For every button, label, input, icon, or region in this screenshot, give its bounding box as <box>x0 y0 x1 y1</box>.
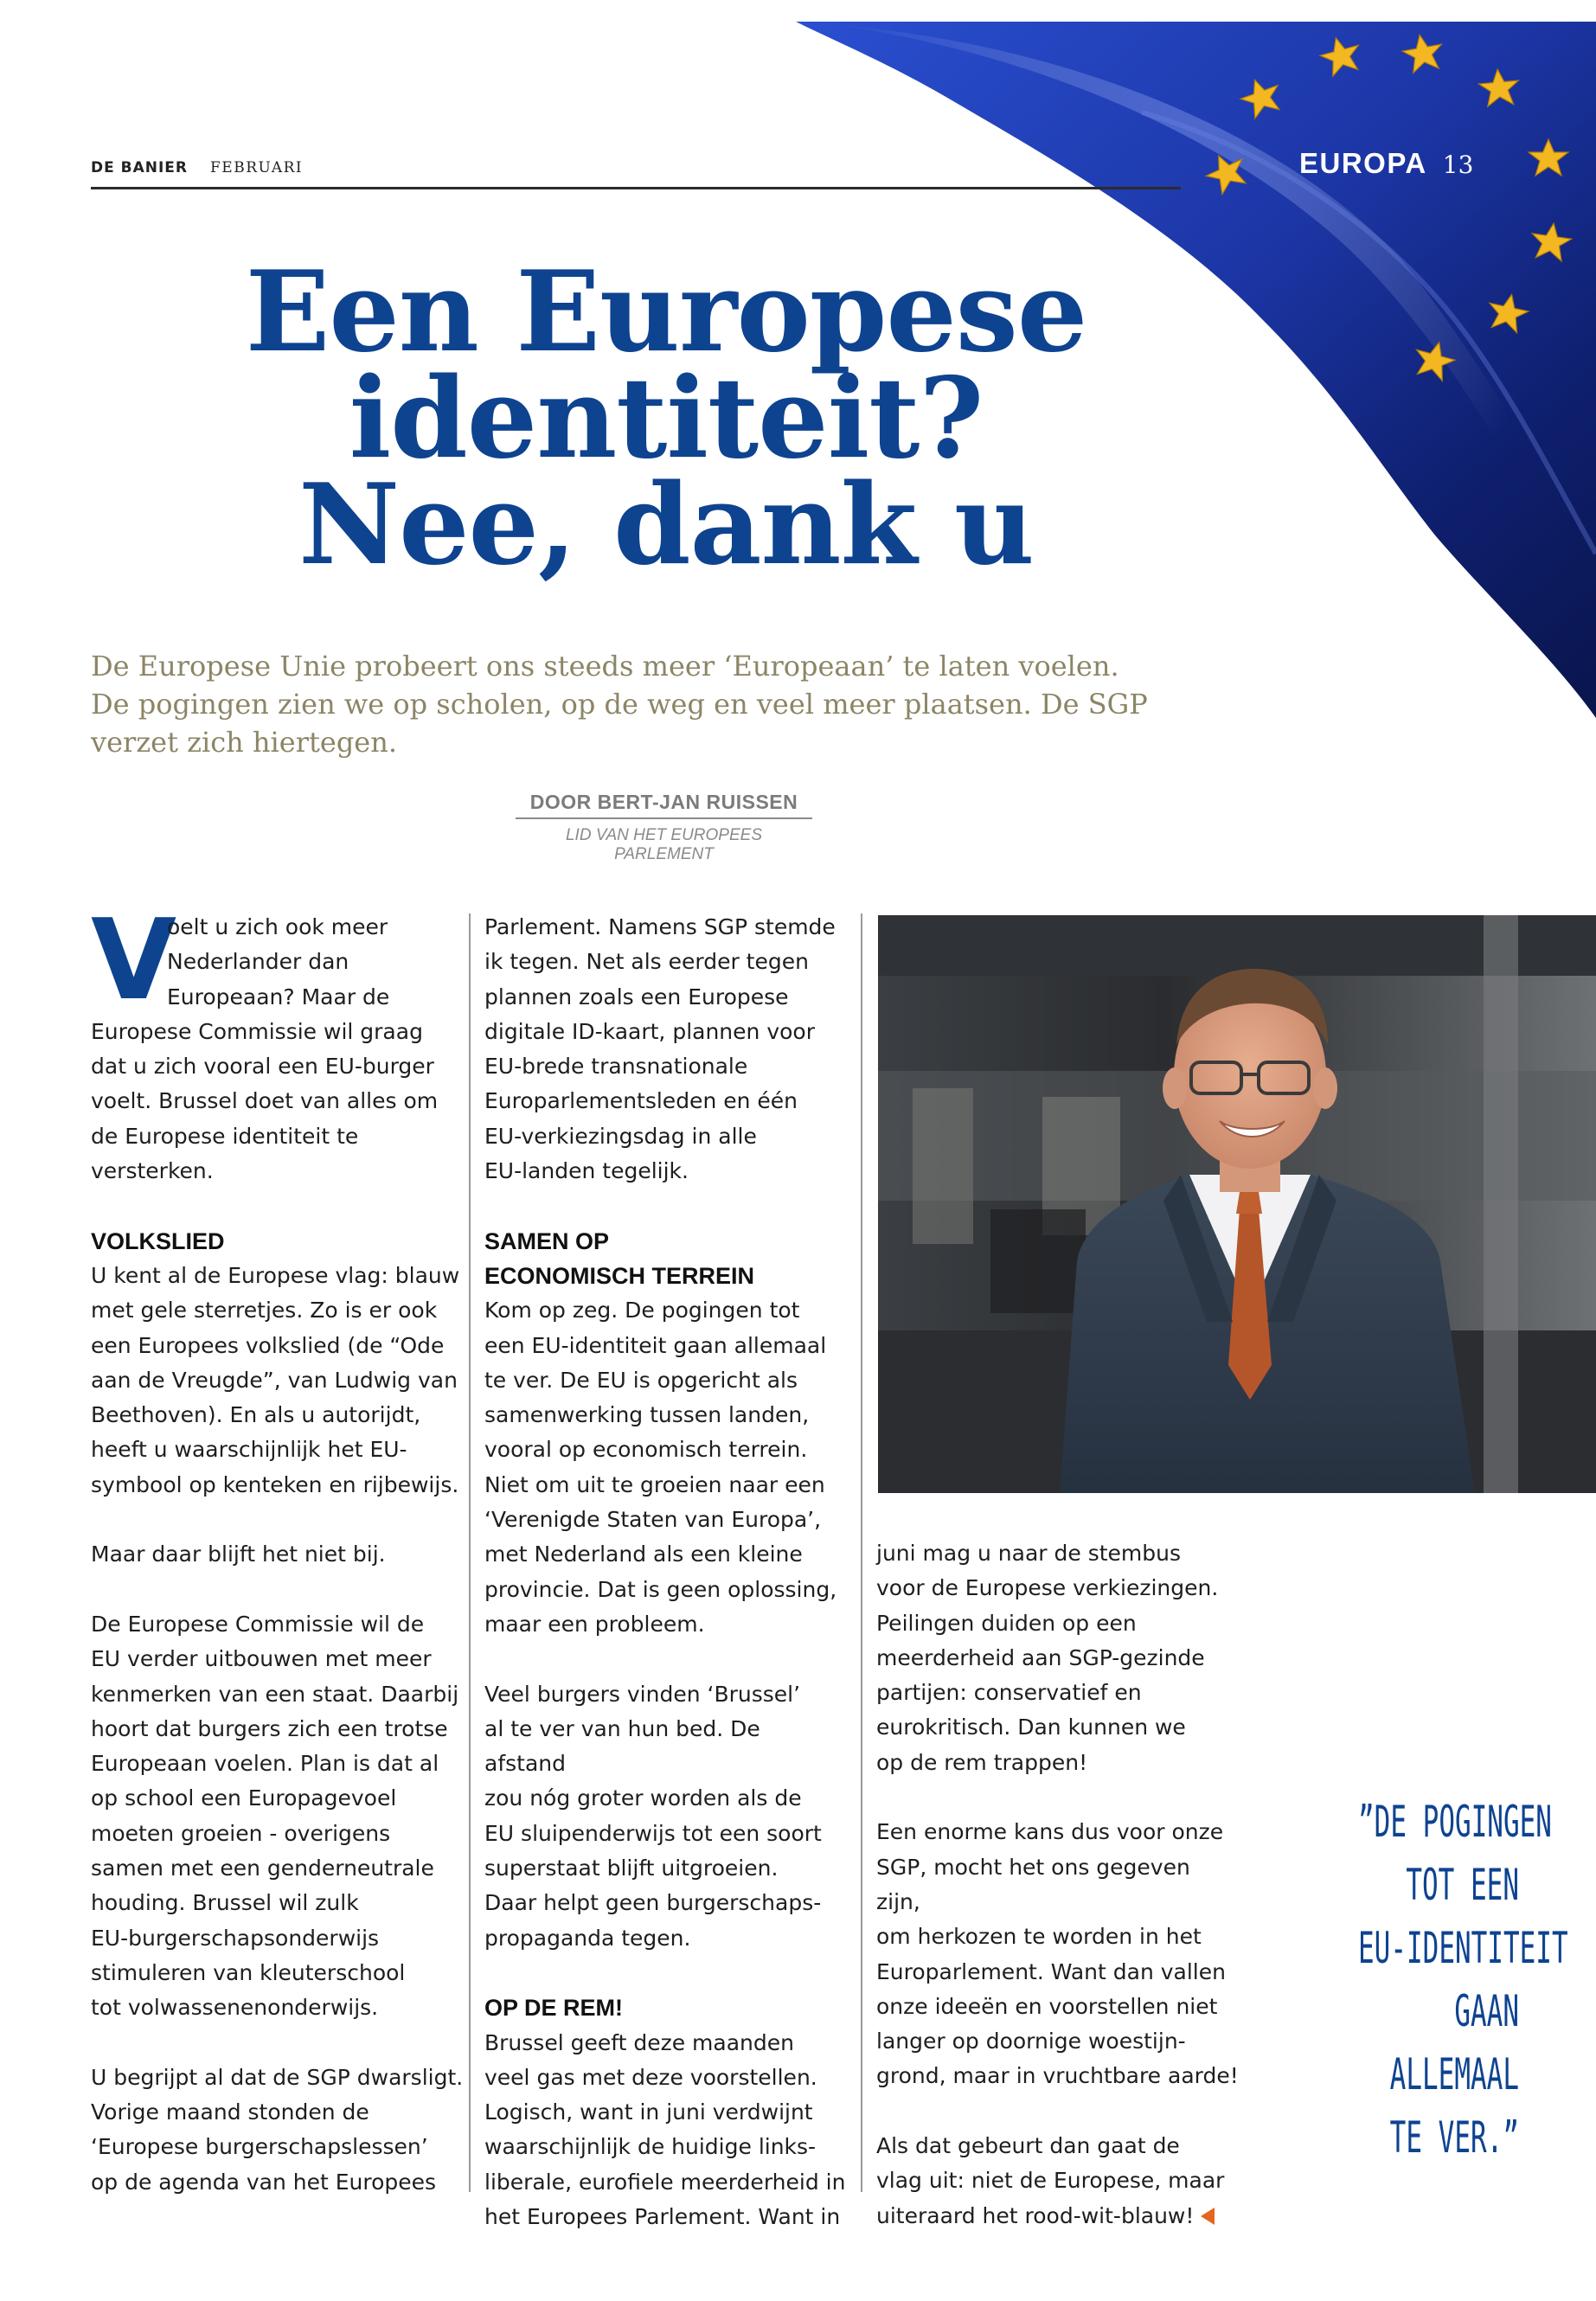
article-lead: De Europese Unie probeert ons steeds meer ‘Europeaan’ te laten voelen. De pogingen zien we op scholen, op de weg en veel meer plaatsen. De SGP verzet zich hiertegen. <box>91 650 1148 759</box>
title-line: Nee, dank u <box>298 459 1034 590</box>
author-portrait-photo <box>878 915 1596 1493</box>
running-header <box>91 159 303 176</box>
byline <box>516 791 812 864</box>
pull-quote-line: ALLEMAAL <box>1389 2049 1519 2099</box>
column-divider <box>861 913 862 2192</box>
column-divider <box>469 913 471 2192</box>
page-number: 13 <box>1442 151 1474 179</box>
paragraph: Maar daar blijft het niet bij. <box>91 1541 386 1567</box>
paragraph: juni mag u naar de stembus voor de Europese verkiezingen. Peilingen duiden op een meerderheid aan SGP-gezinde partijen: conservatief en eurokritisch. Dan kunnen we op de rem trappen! <box>876 1541 1219 1775</box>
article-column-1 <box>91 896 471 2200</box>
article-column-2 <box>484 910 848 2234</box>
paragraph: Brussel geeft deze maanden veel gas met deze voorstellen. Logisch, want in juni verdwijnt waarschijnlijk de huidige links- liberale, eurofiele meerderheid in het Europees Parlement. Want in <box>484 2029 846 2229</box>
subheading-samen-op-economisch-terrein: SAMEN OP ECONOMISCH TERREIN <box>484 1227 755 1289</box>
pull-quote-line: TE VER.” <box>1389 2112 1519 2163</box>
article-column-3 <box>876 1536 1240 2234</box>
article-title <box>91 247 1241 590</box>
byline-role: LID VAN HET EUROPEES PARLEMENT <box>565 826 762 863</box>
title-line: Een Europese <box>245 247 1087 377</box>
pull-quote-line: ”DE POGINGEN <box>1358 1797 1552 1847</box>
byline-author: DOOR BERT-JAN RUISSEN <box>516 791 812 819</box>
section-name: EUROPA <box>1299 147 1427 179</box>
subheading-op-de-rem: OP DE REM! <box>484 1995 624 2022</box>
paragraph: De Europese Commissie wil de EU verder uitbouwen met meer kenmerken van een staat. Daarbij hoort dat burgers zich een trotse Europeaan voelen. Plan is dat al op school een Europagevoel moeten groeien - overigens samen met een genderneutrale houding. Brussel wil zulk EU-burgerschapsonderwijs stimuleren van kleuterschool tot volwassenenonderwijs. <box>91 1611 459 2021</box>
issue-month: FEBRUARI <box>210 159 304 176</box>
pull-quote-line: EU-IDENTITEIT <box>1358 1923 1568 1973</box>
pull-quote-line: TOT EEN <box>1406 1860 1519 1910</box>
paragraph: Parlement. Namens SGP stemde ik tegen. Net als eerder tegen plannen zoals een Europese digitale ID-kaart, plannen voor EU-brede transnationale Europarlementsleden en één EU-verkiezingsdag in alle EU-landen tegelijk. <box>484 914 836 1184</box>
paragraph <box>876 2129 1240 2234</box>
subheading-volkslied: VOLKSLIED <box>91 1227 225 1254</box>
drop-cap: V <box>91 896 177 1025</box>
paragraph: U kent al de Europese vlag: blauw met gele sterretjes. Zo is er ook een Europees volkslied (de “Ode aan de Vreugde”, van Ludwig van Beethoven). En als u autorijdt, heeft u waarschijnlijk het EU- symbool op kenteken en rijbewijs. <box>91 1262 460 1497</box>
paragraph: U begrijpt al dat de SGP dwarsligt. Vorige maand stonden de ‘Europese burgerschapslessen’ op de agenda van het Europees <box>91 2064 464 2195</box>
end-of-article-icon <box>1201 2208 1215 2225</box>
publication-name: DE BANIER <box>91 159 189 176</box>
title-line: identiteit? <box>349 353 984 484</box>
pull-quote-line: GAAN <box>1454 1986 1519 2036</box>
closing-paragraph-text: Als dat gebeurt dan gaat de vlag uit: niet de Europese, maar uiteraard het rood-wit-blauw! <box>876 2133 1225 2228</box>
pull-quote <box>1358 1791 1568 2170</box>
paragraph: Kom op zeg. De pogingen tot een EU-identiteit gaan allemaal te ver. De EU is opgericht als samenwerking tussen landen, vooral op economisch terrein. Niet om uit te groeien naar een ‘Verenigde Staten van Europa’, met Nederland als een kleine provincie. Dat is geen oplossing, maar een probleem. <box>484 1298 837 1637</box>
paragraph: Een enorme kans dus voor onze SGP, mocht het ons gegeven zijn, om herkozen te worden in het Europarlement. Want dan vallen onze ideeën en voorstellen niet langer op doornige woestijn- grond, maar in vruchtbare aarde! <box>876 1819 1239 2089</box>
header-rule <box>91 187 1181 189</box>
section-label <box>1299 147 1473 180</box>
intro-paragraph: oelt u zich ook meer Nederlander dan Europeaan? Maar de Europese Commissie wil graag dat u zich vooral een EU-burger voelt. Brussel doet van alles om de Europese identiteit te versterken. <box>91 914 439 1184</box>
paragraph: Veel burgers vinden ‘Brussel’ al te ver van hun bed. De afstand zou nóg groter worden als de EU sluipenderwijs tot een soort superstaat blijft uitgroeien. Daar helpt geen burgerschaps- propaganda tegen. <box>484 1681 822 1951</box>
